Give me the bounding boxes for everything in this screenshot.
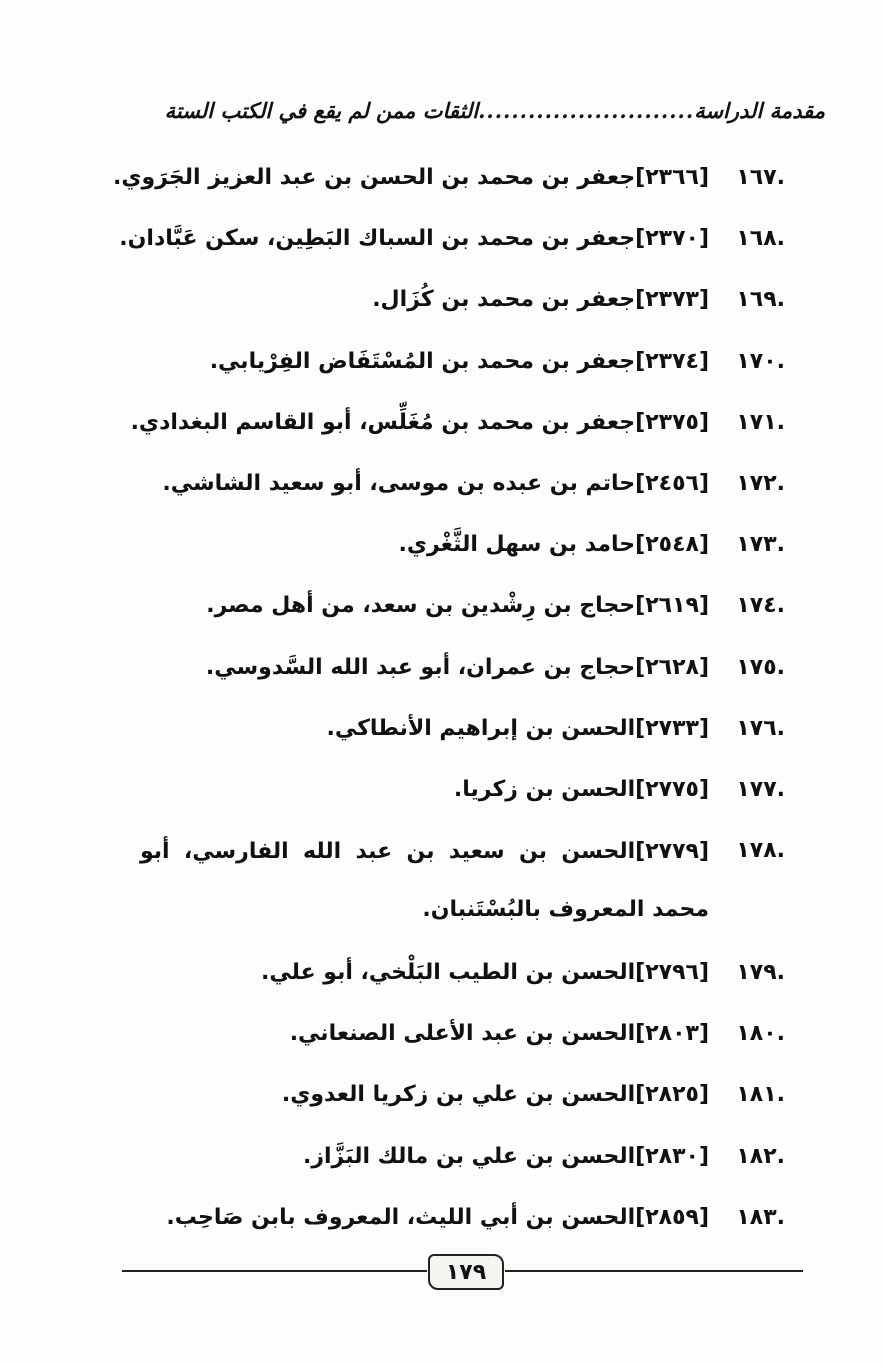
list-item [0, 640, 885, 701]
entry-number: .١٨٣ [736, 1204, 785, 1230]
entry-number: .١٨٠ [736, 1021, 785, 1047]
entry-text: الحسن بن الطيب البَلْخي، أبو علي. [261, 960, 636, 986]
header-leader-dots: .......................... [478, 97, 695, 123]
entry-ref: [٢٣٧٥] [635, 409, 709, 435]
entry-number: .١٧٨ [736, 838, 785, 864]
entry-ref: [٢٣٦٦] [635, 165, 709, 190]
list-item [0, 945, 885, 1006]
entry-body [140, 823, 709, 939]
entry-text: الحسن بن علي بن مالك البَزَّاز. [302, 1143, 636, 1169]
entry-ref: [٢٣٧٤] [635, 348, 709, 374]
entry-text: جعفر بن محمد بن مُغَلِّس، أبو القاسم البغدادي. [130, 409, 636, 435]
running-header [150, 92, 825, 128]
entry-ref: [٢٦٢٨] [635, 654, 709, 680]
entry-ref: [٢٥٤٨] [635, 532, 709, 558]
entry-ref: [٢٧٧٥] [635, 776, 709, 802]
entry-body [372, 272, 709, 328]
page-number: ١٧٩ [428, 1254, 504, 1290]
entry-number: .١٦٧ [736, 165, 785, 190]
list-item [0, 1006, 885, 1067]
entry-text: الحسن بن سعيد بن عبد الله الفارسي، أبو محمد المعروف بالبُسْتَنبان. [140, 839, 709, 923]
entry-ref: [٢٨٢٥] [635, 1082, 709, 1108]
list-item [0, 823, 885, 945]
list-item [0, 456, 885, 517]
entry-ref: [٢٧٩٦] [635, 960, 709, 986]
list-item [0, 1190, 885, 1251]
entry-body [290, 1006, 709, 1062]
list-item [0, 211, 885, 272]
header-section-title: مقدمة الدراسة [694, 97, 825, 123]
list-item [0, 517, 885, 578]
entry-text: الحسن بن زكريا. [453, 776, 636, 802]
entry-text: جعفر بن محمد بن الحسن بن عبد العزيز الجَرَوي. [113, 165, 636, 190]
entry-number: .١٦٨ [736, 226, 785, 252]
entry-number: .١٧٠ [736, 348, 785, 374]
entry-body [113, 150, 709, 206]
entry-body [166, 1190, 709, 1246]
entry-number: .١٧٩ [736, 960, 785, 986]
list-item [0, 150, 885, 211]
footer-rule-left [122, 1270, 427, 1272]
entry-text: حجاج بن عمران، أبو عبد الله السَّدوسي. [205, 654, 636, 680]
entry-ref: [٢٨٣٠] [635, 1143, 709, 1169]
entry-text: حامد بن سهل الثَّغْري. [398, 532, 636, 558]
entry-ref: [٢٧٧٩] [635, 839, 709, 865]
entry-number: .١٧٤ [736, 593, 785, 619]
list-item [0, 1129, 885, 1190]
entry-body [398, 517, 709, 573]
entry-text: الحسن بن علي بن زكريا العدوي. [281, 1082, 636, 1108]
footer-rule-right [505, 1270, 803, 1272]
entry-list [0, 150, 885, 1251]
entry-number: .١٦٩ [736, 287, 785, 313]
list-item [0, 701, 885, 762]
list-item [0, 395, 885, 456]
entry-text: جعفر بن محمد بن المُسْتَفَاض الفِرْيابي. [209, 348, 636, 374]
entry-number: .١٧٢ [736, 470, 785, 496]
entry-number: .١٧٧ [736, 776, 785, 802]
entry-number: .١٨١ [736, 1082, 785, 1108]
entry-text: الحسن بن إبراهيم الأنطاكي. [326, 715, 636, 741]
entry-body [282, 1067, 709, 1123]
entry-body [303, 1129, 709, 1185]
list-item [0, 334, 885, 395]
header-book-title: الثقات ممن لم يقع في الكتب الستة [164, 97, 479, 123]
entry-body [210, 334, 709, 390]
entry-ref: [٢٧٣٣] [635, 715, 709, 741]
entry-body [162, 456, 709, 512]
entry-body [326, 701, 709, 757]
list-item [0, 578, 885, 639]
entry-number: .١٧٥ [736, 654, 785, 680]
entry-text: جعفر بن محمد بن السباك البَطِين، سكن عَبَّادان. [119, 226, 636, 252]
list-item [0, 1067, 885, 1128]
entry-ref: [٢٣٧٣] [635, 287, 709, 313]
entry-text: حجاج بن رِشْدين بن سعد، من أهل مصر. [206, 593, 636, 619]
entry-body [261, 945, 709, 1001]
entry-ref: [٢٤٥٦] [635, 470, 709, 496]
entry-text: الحسن بن أبي الليث، المعروف بابن صَاحِب. [166, 1204, 636, 1230]
entry-body [206, 578, 709, 634]
entry-text: الحسن بن عبد الأعلى الصنعاني. [289, 1021, 636, 1047]
list-item [0, 272, 885, 333]
entry-text: حاتم بن عبده بن موسى، أبو سعيد الشاشي. [162, 470, 636, 496]
list-item [0, 762, 885, 823]
entry-ref: [٢٨٠٣] [635, 1021, 709, 1047]
entry-body [119, 211, 709, 267]
entry-number: .١٧٣ [736, 532, 785, 558]
entry-ref: [٢٨٥٩] [635, 1204, 709, 1230]
entry-text: جعفر بن محمد بن كُزَال. [372, 287, 636, 313]
entry-ref: [٢٦١٩] [635, 593, 709, 619]
entry-number: .١٧٦ [736, 715, 785, 741]
entry-number: .١٧١ [736, 409, 785, 435]
entry-body [454, 762, 709, 818]
entry-body [131, 395, 709, 451]
entry-number: .١٨٢ [736, 1143, 785, 1169]
entry-ref: [٢٣٧٠] [635, 226, 709, 252]
entry-body [206, 640, 709, 696]
